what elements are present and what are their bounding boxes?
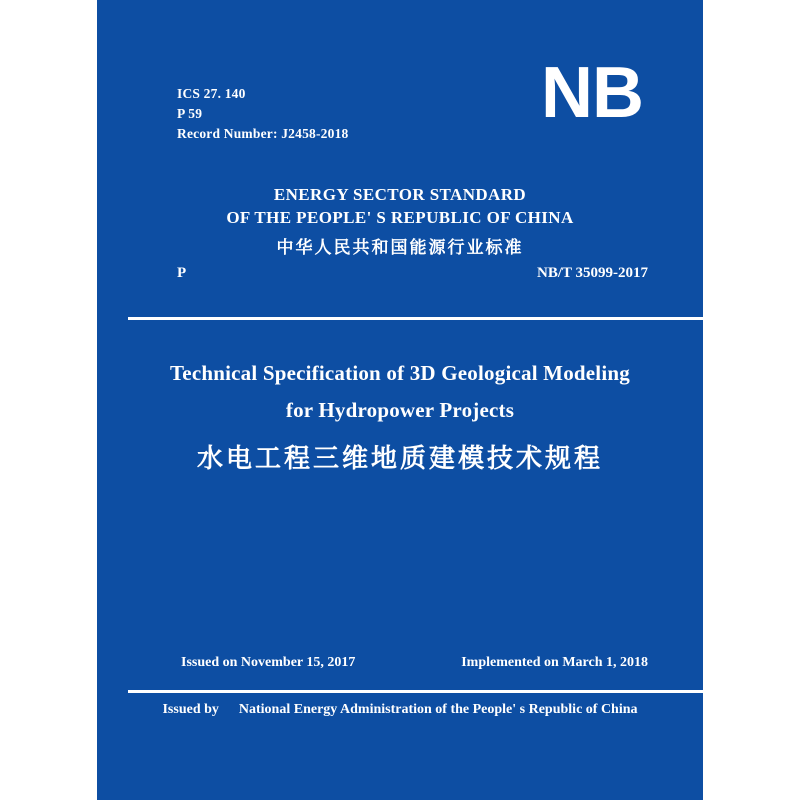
title-en-line2: for Hydropower Projects xyxy=(285,398,515,422)
issuer-row xyxy=(97,702,703,718)
classification-code: P 59 xyxy=(177,106,203,121)
ics-code: ICS 27. 140 xyxy=(177,86,246,101)
code-row xyxy=(177,265,648,282)
title-block xyxy=(97,355,703,475)
ics-block xyxy=(177,84,348,144)
record-number: Record Number: J2458-2018 xyxy=(177,126,349,141)
org-name-en-line1: ENERGY SECTOR STANDARD xyxy=(273,185,527,204)
title-en-line1: Technical Specification of 3D Geological Modeling xyxy=(170,361,630,385)
issuer-name: National Energy Administration of the People' s Republic of China xyxy=(238,702,638,717)
org-name-en-line2: OF THE PEOPLE' S REPUBLIC OF CHINA xyxy=(226,208,574,227)
standard-cover xyxy=(97,0,703,800)
doc-class-code: P xyxy=(177,265,187,281)
standard-number: NB/T 35099-2017 xyxy=(537,265,648,281)
issued-by-label: Issued by xyxy=(162,702,219,717)
issued-date: Issued on November 15, 2017 xyxy=(181,655,356,670)
org-name-zh: 中华人民共和国能源行业标准 xyxy=(276,238,524,258)
nb-logo: NB xyxy=(541,53,643,133)
divider-bottom xyxy=(128,690,703,693)
implemented-date: Implemented on March 1, 2018 xyxy=(461,655,648,670)
divider-top xyxy=(128,317,703,320)
standard-org-block xyxy=(97,183,703,258)
title-zh: 水电工程三维地质建模技术规程 xyxy=(196,444,603,474)
dates-row xyxy=(181,655,648,671)
